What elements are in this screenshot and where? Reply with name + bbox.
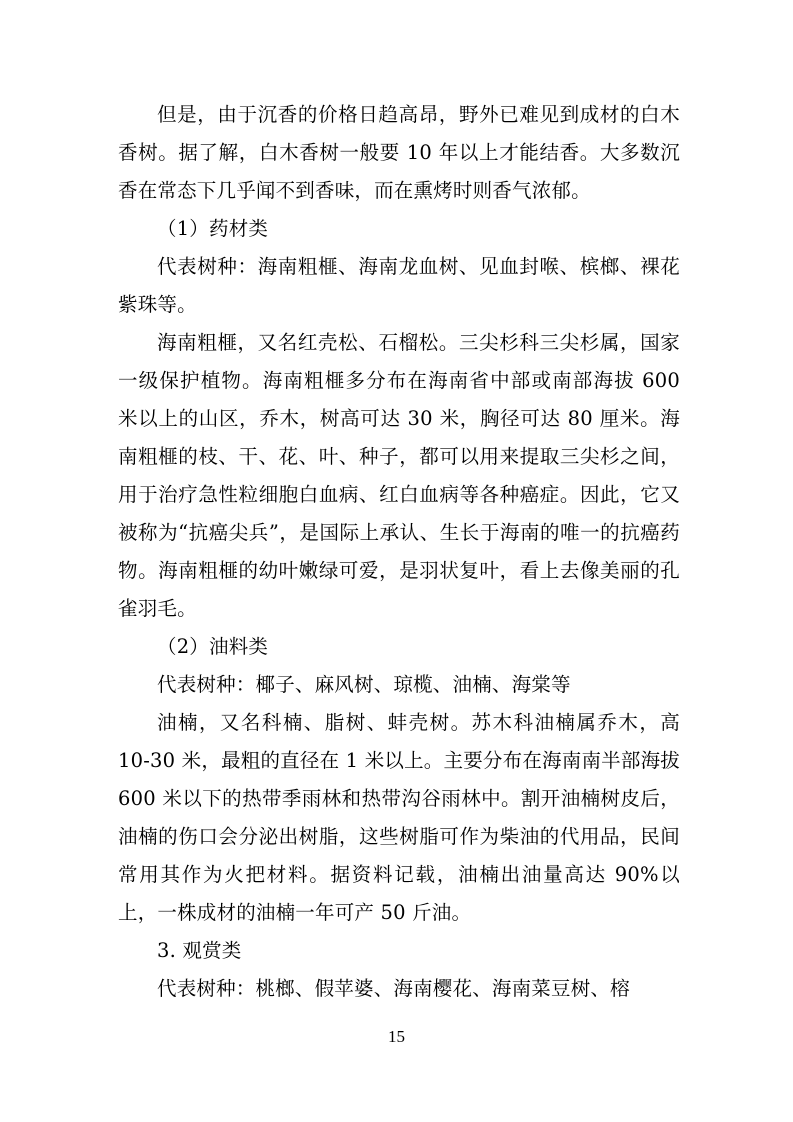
paragraph: （1）药材类 (157, 217, 269, 240)
paragraph: （2）油料类 (157, 635, 269, 658)
document-body (118, 96, 680, 1008)
paragraph: 代表树种：海南粗榧、海南龙血树、见血封喉、槟榔、裸花紫珠等。 (118, 255, 680, 316)
paragraph: 代表树种：桃榔、假苹婆、海南樱花、海南菜豆树、榕 (157, 977, 630, 1000)
paragraph: 油楠，又名科楠、脂树、蚌壳树。苏木科油楠属乔木，高 10-30 米，最粗的直径在 1 米以上。主要分布在海南南半部海拔 600 米以下的热带季雨林和热带沟谷雨林中。割开油楠树皮后，油楠的伤口会分泌出树脂，这些树脂可作为柴油的代用品，民间常用其作为火把材料。据资料记载，油楠出油量高达 90%以上，一株成材的油楠一年可产 50 斤油。 (118, 711, 680, 924)
paragraph: 3. 观赏类 (157, 939, 242, 962)
paragraph: 海南粗榧，又名红壳松、石榴松。三尖杉科三尖杉属，国家一级保护植物。海南粗榧多分布在海南省中部或南部海拔 600 米以上的山区，乔木，树高可达 30 米，胸径可达 80 厘米。海南粗榧的枝、干、花、叶、种子，都可以用来提取三尖杉之间，用于治疗急性粒细胞白血病、红白血病等各种癌症。因此，它又被称为“抗癌尖兵”，是国际上承认、生长于海南的唯一的抗癌药物。海南粗榧的幼叶嫩绿可爱，是羽状复叶，看上去像美丽的孔雀羽毛。 (118, 331, 680, 620)
paragraph: 代表树种：椰子、麻风树、琼榄、油楠、海棠等 (157, 673, 571, 696)
page-number: 15 (388, 1027, 405, 1046)
paragraph: 但是，由于沉香的价格日趋高昂，野外已难见到成材的白木香树。据了解，白木香树一般要 10 年以上才能结香。大多数沉香在常态下几乎闻不到香味，而在熏烤时则香气浓郁。 (118, 103, 680, 202)
